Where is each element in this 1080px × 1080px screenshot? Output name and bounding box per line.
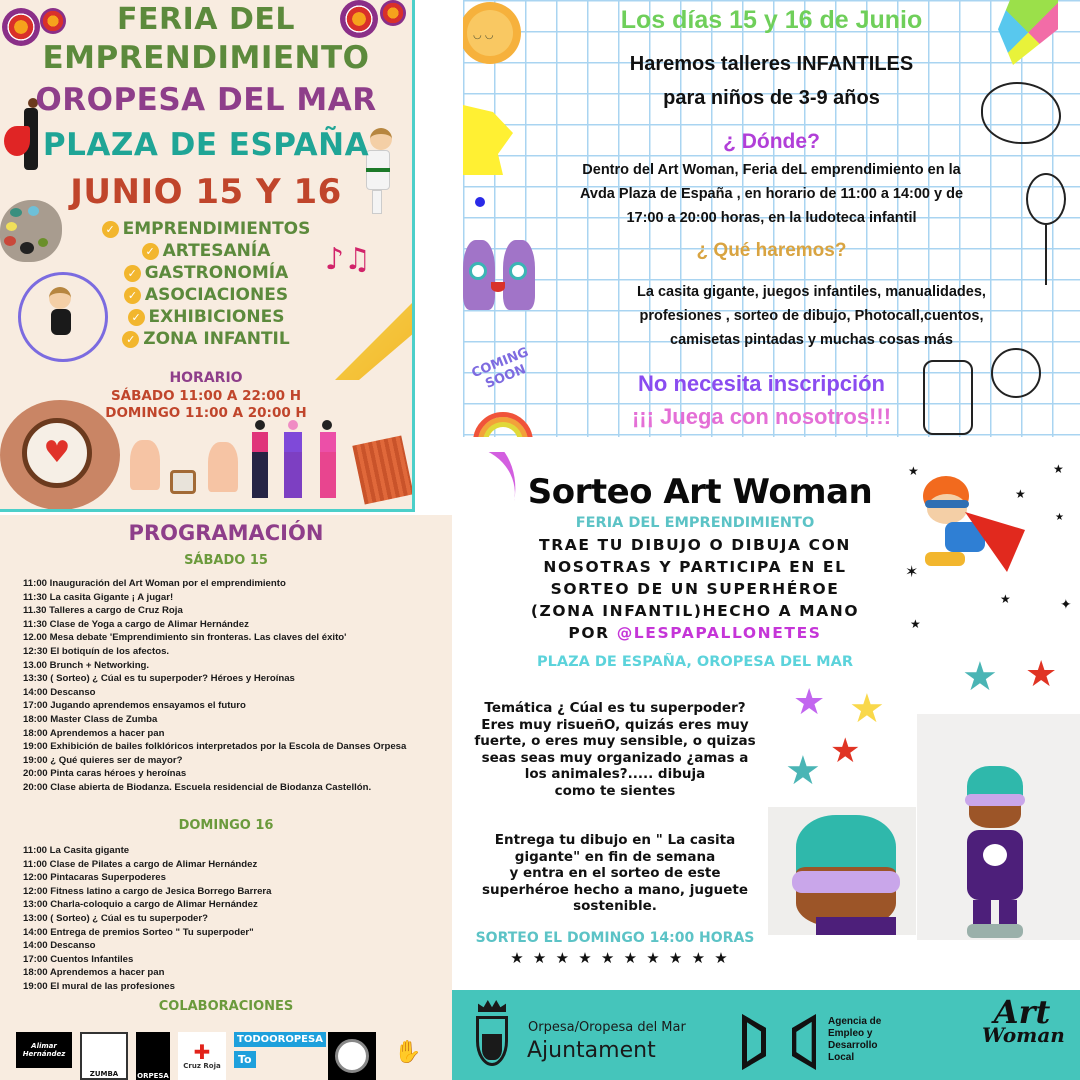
check-circle-icon: ✓ bbox=[124, 287, 141, 304]
what-heading: ¿ Qué haremos? bbox=[696, 240, 847, 261]
schedule-item: 13:30 ( Sorteo) ¿ Cúal es tu superpoder? Héroes y Heroínas bbox=[23, 673, 295, 685]
sorteo-body-line1: TRAE TU DIBUJO O DIBUJA CON bbox=[539, 536, 851, 554]
agencia-text: Agencia de Empleo y Desarrollo Local bbox=[828, 1016, 882, 1063]
feature-item: ✓ ZONA INFANTIL bbox=[0, 328, 412, 350]
check-circle-icon: ✓ bbox=[102, 221, 119, 238]
music-notes-illustration: ♪♫ bbox=[325, 242, 372, 277]
programacion-poster bbox=[0, 515, 452, 1080]
beading-hands-illustration bbox=[130, 432, 240, 502]
poster-title-line2: EMPRENDIMIENTO bbox=[42, 40, 370, 76]
sun-illustration: ◡ ◡ bbox=[463, 0, 525, 72]
knitting-illustration bbox=[352, 435, 413, 504]
logo-escola-danses: ORPESA bbox=[136, 1032, 170, 1080]
star-icon: ✦ bbox=[1060, 597, 1072, 613]
sorteo-body-line4: (ZONA INFANTIL)HECHO A MANO bbox=[530, 602, 860, 620]
ajuntament-line2: Ajuntament bbox=[527, 1038, 656, 1063]
schedule-item: 20:00 Clase abierta de Biodanza. Escuela residencial de Biodanza Castellón. bbox=[23, 781, 372, 793]
no-signup-text: No necesita inscripción bbox=[638, 371, 885, 396]
schedule-item: 18:00 Aprendemos a hacer pan bbox=[23, 727, 165, 739]
day-heading-domingo: DOMINGO 16 bbox=[178, 818, 274, 833]
schedule-item: 19:00 El mural de las profesiones bbox=[23, 980, 175, 992]
schedule-item: 11:00 Clase de Pilates a cargo de Alimar Hernández bbox=[23, 858, 258, 870]
sorteo-poster bbox=[455, 452, 1080, 990]
superhero-doll-photo-full bbox=[917, 714, 1080, 940]
collaborator-logos bbox=[16, 1032, 432, 1080]
superhero-doll-photo-closeup bbox=[768, 807, 916, 935]
todo-oropesa-mark: To bbox=[234, 1051, 256, 1068]
schedule-item: 13:00 ( Sorteo) ¿ Cúal es tu superpoder? bbox=[23, 912, 208, 924]
check-circle-icon: ✓ bbox=[128, 309, 145, 326]
schedule-list-sabado bbox=[23, 577, 406, 795]
draw-time: SORTEO EL DOMINGO 14:00 HORAS bbox=[475, 930, 755, 946]
poster-place: PLAZA DE ESPAÑA bbox=[42, 127, 370, 163]
theme-text: Temática ¿ Cúal es tu superpoder? Eres muy risueñO, quizás eres muy fuerte, o eres muy sensible, o quizas seas seas muy organizado ¿amas a los animales?..... dibuja como te sientes bbox=[474, 700, 756, 799]
schedule-item: 11.30 Talleres a cargo de Cruz Roja bbox=[23, 605, 183, 617]
star-icon: ✶ bbox=[905, 562, 919, 581]
teal-star: ★ bbox=[785, 748, 821, 794]
schedule-item: 12.00 Mesa debate 'Emprendimiento sin fronteras. Las claves del éxito' bbox=[23, 632, 347, 644]
check-circle-icon: ✓ bbox=[142, 243, 159, 260]
schedule-item: 11:00 La Casita gigante bbox=[23, 845, 130, 856]
schedule-item: 14:00 Descanso bbox=[23, 940, 96, 952]
red-star: ★ bbox=[1025, 654, 1058, 695]
poster-town: OROPESA DEL MAR bbox=[35, 82, 377, 118]
schedule-item: 18:00 Master Class de Zumba bbox=[23, 713, 158, 725]
collaborations-title: COLABORACIONES bbox=[158, 999, 294, 1014]
delivery-text: Entrega tu dibujo en " La casita gigante" en fin de semana y entra en el sorteo de este superhéroe hecho a mano, juguete sostenible. bbox=[481, 832, 748, 914]
check-circle-icon: ✓ bbox=[124, 265, 141, 282]
horario-domingo: DOMINGO 11:00 A 20:00 H bbox=[105, 405, 307, 421]
schedule-list-domingo bbox=[23, 844, 271, 994]
embroidery-illustration: ♥ bbox=[0, 400, 120, 510]
talleres-poster bbox=[463, 0, 1080, 437]
what-text-line3: camisetas pintadas y muchas cosas más bbox=[670, 332, 953, 348]
where-heading: ¿ Dónde? bbox=[723, 130, 820, 153]
schedule-item: 12:30 El botiquín de los afectos. bbox=[23, 645, 170, 657]
schedule-item: 11:00 Inauguración del Art Woman por el emprendimiento bbox=[23, 578, 286, 589]
feature-item: ✓ GASTRONOMÍA bbox=[0, 262, 412, 284]
day-heading-sabado: SÁBADO 15 bbox=[184, 553, 268, 568]
what-text-line2: profesiones , sorteo de dibujo, Photocall,cuentos, bbox=[639, 308, 984, 324]
talleres-dates-heading: Los días 15 y 16 de Junio bbox=[620, 6, 923, 34]
art-woman-logo: Art Woman bbox=[982, 993, 1065, 1047]
star-icon: ★ bbox=[1015, 487, 1026, 501]
coming-soon-sticker: COMING SOON bbox=[469, 344, 531, 392]
logo-todo-oropesa: TODOOROPESA To bbox=[234, 1032, 320, 1080]
star-icon: ★ bbox=[1055, 512, 1064, 523]
schedule-item: 14:00 Descanso bbox=[23, 686, 96, 698]
horario-title: HORARIO bbox=[169, 370, 243, 386]
play-with-us-text: ¡¡¡ Juega con nosotros!!! bbox=[631, 404, 892, 429]
schedule-item: 11:30 Clase de Yoga a cargo de Alimar Hernández bbox=[23, 618, 249, 630]
sorteo-title: Sorteo Art Woman bbox=[527, 472, 873, 512]
star-icon: ★ bbox=[1000, 592, 1011, 606]
sorteo-subtitle: FERIA DEL EMPRENDIMIENTO bbox=[575, 515, 815, 531]
schedule-item: 19:00 Exhibición de bailes folklóricos interpretados por la Escola de Danses Orpesa bbox=[23, 741, 407, 753]
star-icon: ★ bbox=[910, 617, 921, 631]
poster-title-line1: FERIA DEL bbox=[117, 2, 295, 37]
schedule-item: 11:30 La casita Gigante ¡ A jugar! bbox=[23, 591, 174, 603]
feature-item: ✓ ASOCIACIONES bbox=[0, 284, 412, 306]
schedule-item: 18:00 Aprendemos a hacer pan bbox=[23, 967, 165, 979]
where-text-line1: Dentro del Art Woman, Feria deL emprendimiento en la bbox=[582, 162, 961, 178]
feature-item: ✓ ARTESANÍA bbox=[0, 240, 412, 262]
programacion-title: PROGRAMACIÓN bbox=[128, 521, 324, 545]
teal-star: ★ bbox=[962, 654, 998, 700]
red-cross-icon: ✚ bbox=[193, 1040, 211, 1064]
purple-star: ★ bbox=[793, 682, 826, 723]
feature-item: ✓ EMPRENDIMIENTOS bbox=[0, 218, 412, 240]
sponsor-footer bbox=[452, 990, 1080, 1080]
stars-row: ★ ★ ★ ★ ★ ★ ★ ★ ★ ★ bbox=[510, 949, 730, 967]
schedule-item: 17:00 Jugando aprendemos ensayamos el futuro bbox=[23, 700, 246, 712]
schedule-item: 14:00 Entrega de premios Sorteo " Tu superpoder" bbox=[23, 926, 254, 938]
horario-sabado: SÁBADO 11:00 A 22:00 H bbox=[110, 388, 302, 404]
circle-emblem-icon bbox=[335, 1039, 369, 1073]
star-icon: ★ bbox=[1053, 462, 1064, 476]
feature-item: ✓ EXHIBICIONES bbox=[0, 306, 412, 328]
logo-alimar-hernandez: Alimar Hernández bbox=[16, 1032, 72, 1068]
feria-poster bbox=[0, 0, 415, 512]
schedule-item: 13:00 Charla-coloquio a cargo de Alimar Hernández bbox=[23, 899, 258, 911]
zumba-dancers-illustration bbox=[250, 420, 355, 502]
schedule-item: 17:00 Cuentos Infantiles bbox=[23, 953, 134, 965]
horario-block bbox=[0, 370, 412, 421]
sorteo-location: PLAZA DE ESPAÑA, OROPESA DEL MAR bbox=[536, 654, 854, 670]
what-text-line1: La casita gigante, juegos infantiles, manualidades, bbox=[637, 284, 986, 300]
star-icon: ★ bbox=[908, 464, 919, 478]
sorteo-body-line3: SORTEO DE UN SUPERHÉROE bbox=[550, 580, 840, 598]
logo-zumba-oropesa: ZUMBA bbox=[80, 1032, 128, 1080]
logo-cruz-roja: ✚ Cruz Roja bbox=[178, 1032, 226, 1080]
yellow-star: ★ bbox=[849, 686, 885, 732]
schedule-item: 12:00 Fitness latino a cargo de Jesica Borrego Barrera bbox=[23, 885, 272, 897]
red-star: ★ bbox=[830, 731, 861, 771]
ajuntament-crest-icon bbox=[474, 1000, 510, 1072]
agencia-logo-icon-right bbox=[792, 1014, 816, 1070]
sorteo-body-line2: NOSOTRAS Y PARTICIPA EN EL bbox=[543, 558, 847, 576]
ajuntament-line1: Orpesa/Oropesa del Mar bbox=[528, 1020, 686, 1035]
schedule-item: 12:00 Pintacaras Superpoderes bbox=[23, 872, 166, 884]
logo-asociacion bbox=[328, 1032, 376, 1080]
talleres-subheading-line2: para niños de 3-9 años bbox=[663, 87, 880, 109]
logo-les-papallonetes: ✋ bbox=[394, 1039, 422, 1065]
feature-list bbox=[0, 218, 412, 350]
poster-dates: JUNIO 15 Y 16 bbox=[70, 172, 342, 212]
schedule-item: 20:00 Pinta caras héroes y heroínas bbox=[23, 768, 187, 780]
where-text-line2: Avda Plaza de España , en horario de 11:00 a 14:00 y de bbox=[579, 186, 964, 202]
sorteo-body-line5: POR @LESPAPALLONETES bbox=[568, 624, 822, 642]
lespapallonetes-handle: @LESPAPALLONETES bbox=[616, 624, 822, 642]
schedule-item: 13.00 Brunch + Networking. bbox=[23, 659, 150, 671]
talleres-subheading-line1: Haremos talleres INFANTILES bbox=[629, 53, 914, 75]
schedule-item: 19:00 ¿ Qué quieres ser de mayor? bbox=[23, 754, 183, 766]
where-text-line3: 17:00 a 20:00 horas, en la ludoteca infantil bbox=[626, 210, 917, 226]
check-circle-icon: ✓ bbox=[122, 331, 139, 348]
